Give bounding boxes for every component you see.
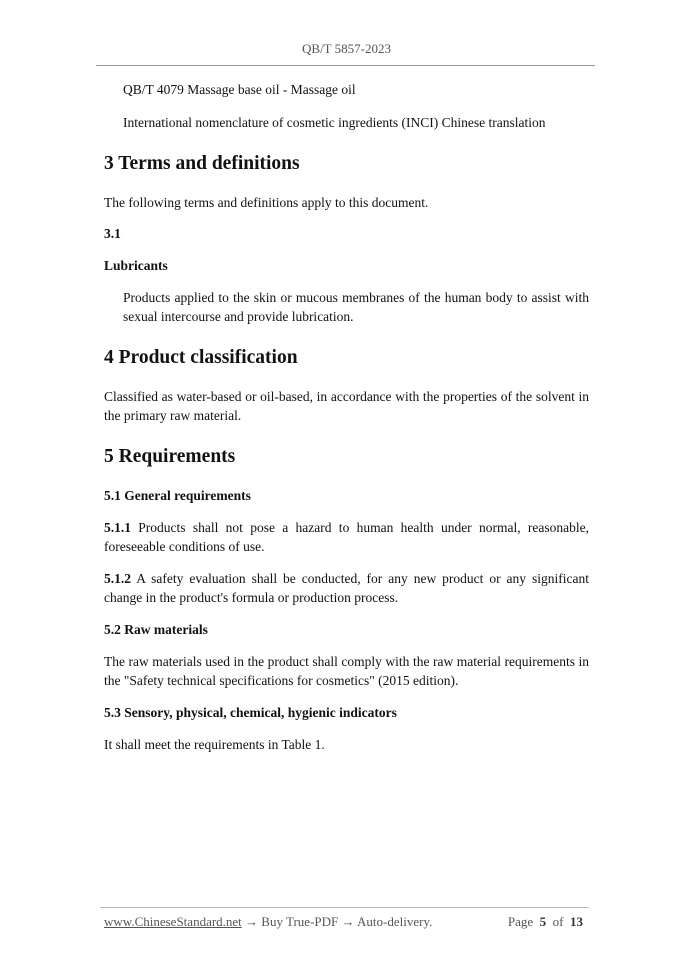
of-label: of: [552, 914, 564, 929]
normative-reference: International nomenclature of cosmetic ingredients (INCI) Chinese translation: [123, 115, 546, 130]
term-definition: Products applied to the skin or mucous membranes of the human body to assist with sexual intercourse and provide lubrication.: [123, 290, 589, 324]
page-label: Page: [507, 914, 534, 929]
section-5-2-heading: 5.2 Raw materials: [104, 622, 208, 637]
site-link[interactable]: www.ChineseStandard.net: [104, 914, 242, 929]
auto-delivery-text: Auto-delivery.: [357, 914, 433, 929]
section-4-heading: 4 Product classification: [104, 347, 298, 368]
clause-5-1-1: [104, 518, 589, 556]
current-page: 5: [539, 914, 547, 929]
clause-5-1-2: [104, 569, 589, 607]
section-4-text: Classified as water-based or oil-based, in accordance with the properties of the solvent in the primary raw material.: [104, 389, 589, 423]
section-5-1-heading: 5.1 General requirements: [104, 488, 251, 503]
page-number: [508, 914, 583, 930]
buy-pdf-link[interactable]: Buy True-PDF: [261, 914, 339, 929]
arrow-icon: →: [241, 914, 262, 929]
term-number: 3.1: [104, 226, 121, 241]
section-5-heading: 5 Requirements: [104, 446, 236, 467]
footer-divider: [100, 907, 589, 908]
running-header: QB/T 5857-2023: [302, 41, 391, 56]
header-divider: [96, 65, 595, 66]
section-5-2-text: The raw materials used in the product shall comply with the raw material requirements in the "Safety technical specifications for cosmetics" (2015 edition).: [104, 654, 589, 688]
clause-text: Products shall not pose a hazard to human health under normal, reasonable, foreseeable conditions of use.: [104, 520, 589, 554]
section-5-3-text: It shall meet the requirements in Table 1.: [104, 737, 325, 752]
normative-reference: QB/T 4079 Massage base oil - Massage oil: [123, 82, 356, 97]
page-body: [104, 80, 589, 754]
term-name: Lubricants: [104, 258, 168, 273]
section-5-3-heading: 5.3 Sensory, physical, chemical, hygienic indicators: [104, 705, 397, 720]
clause-number: 5.1.1: [104, 520, 131, 535]
clause-text: A safety evaluation shall be conducted, for any new product or any significant change in the product's formula or production process.: [104, 571, 589, 605]
clause-number: 5.1.2: [104, 571, 131, 586]
section-3-intro: The following terms and definitions apply to this document.: [104, 195, 429, 210]
section-3-heading: 3 Terms and definitions: [104, 153, 300, 174]
total-pages: 13: [570, 914, 583, 929]
footer-promo: [104, 914, 432, 930]
arrow-icon: →: [338, 914, 358, 929]
